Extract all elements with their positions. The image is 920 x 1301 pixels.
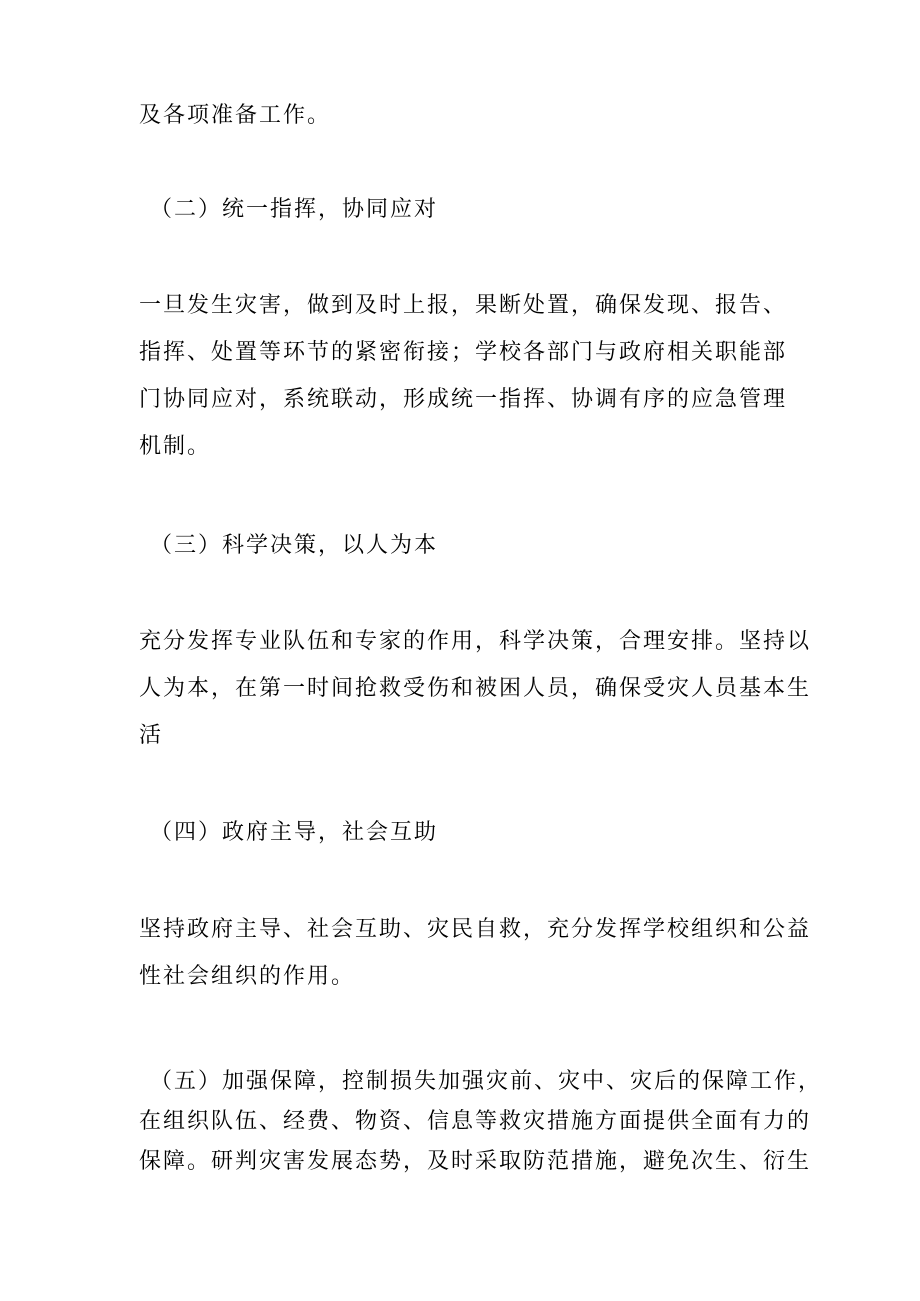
paragraph-preparation-end xyxy=(139,92,789,139)
text-line: 坚持政府主导、社会互助、灾民自救，充分发挥学校组织和公益 xyxy=(139,917,812,942)
text-line: 及各项准备工作。 xyxy=(139,103,332,128)
text-line: 人为本，在第一时间抢救受伤和被困人员，确保受灾人员基本生 xyxy=(139,676,812,701)
paragraph-government-led xyxy=(139,906,812,1000)
section-heading-scientific-decision xyxy=(150,522,800,569)
text-line: 指挥、处置等环节的紧密衔接；学校各部门与政府相关职能部 xyxy=(139,340,788,365)
heading-text: （二）统一指挥，协同应对 xyxy=(150,197,439,222)
text-line: （五）加强保障，控制损失加强灾前、灾中、灾后的保障工作， xyxy=(150,1069,823,1094)
text-line: 活 xyxy=(139,723,164,748)
heading-text: （三）科学决策，以人为本 xyxy=(150,533,439,558)
text-line: 一旦发生灾害，做到及时上报，果断处置，确保发现、报告、 xyxy=(139,293,788,318)
text-line: 门协同应对，系统联动，形成统一指挥、协调有序的应急管理 xyxy=(139,387,788,412)
text-line: 在组织队伍、经费、物资、信息等救灾措施方面提供全面有力的 xyxy=(139,1109,812,1134)
text-line: 性社会组织的作用。 xyxy=(139,964,356,989)
paragraph-unified-command xyxy=(139,282,789,470)
text-line: 充分发挥专业队伍和专家的作用，科学决策，合理安排。坚持以 xyxy=(139,629,812,654)
text-line: 保障。研判灾害发展态势，及时采取防范措施，避免次生、衍生 xyxy=(139,1149,812,1174)
section-heading-government-led xyxy=(150,809,800,856)
section-heading-unified-command xyxy=(150,186,800,233)
text-line: 机制。 xyxy=(139,434,212,459)
paragraph-scientific-decision xyxy=(139,618,812,759)
paragraph-strengthen-guarantee xyxy=(139,1062,823,1182)
heading-text: （四）政府主导，社会互助 xyxy=(150,820,439,845)
